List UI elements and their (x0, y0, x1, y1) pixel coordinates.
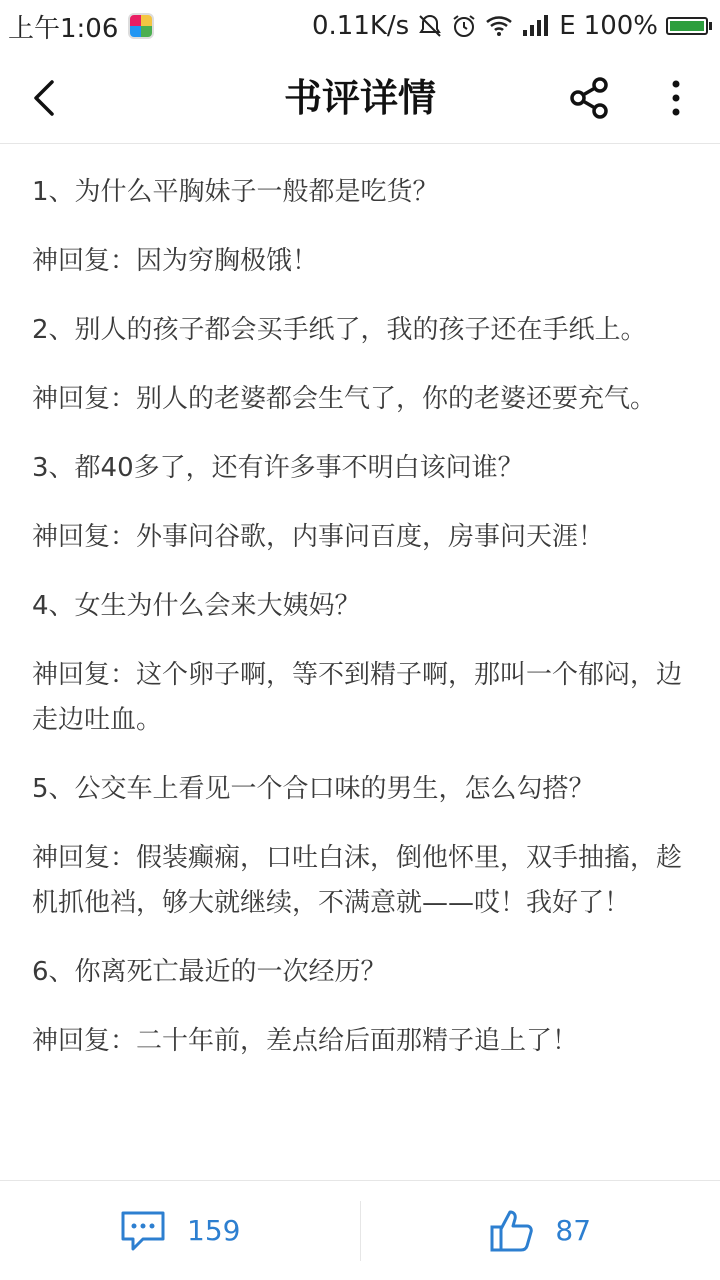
share-button[interactable] (566, 74, 614, 122)
review-paragraph: 神回复：二十年前，差点给后面那精子追上了！ (32, 1026, 579, 1056)
comment-icon (119, 1209, 167, 1253)
review-paragraph: 神回复：外事问谷歌，内事问百度，房事问天涯！ (32, 522, 605, 552)
share-icon (566, 74, 614, 122)
alarm-icon (451, 13, 477, 39)
status-time: 上午1:06 (8, 13, 119, 44)
battery-icon (666, 17, 712, 35)
back-arrow-icon (22, 74, 70, 122)
review-paragraph: 神回复：因为穷胸极饿！ (32, 246, 319, 276)
bottom-action-bar (0, 1180, 720, 1280)
back-button[interactable] (22, 74, 70, 122)
review-paragraph: 神回复：假装癫痫，口吐白沫，倒他怀里，双手抽搐，趁机抓他裆，够大就继续，不满意就——哎！我好了！ (32, 843, 683, 918)
mute-bell-icon (417, 13, 443, 39)
like-count: 87 (555, 1214, 592, 1247)
comment-button[interactable] (0, 1181, 360, 1280)
status-bar (0, 0, 720, 52)
more-options-button[interactable] (654, 74, 698, 122)
review-content[interactable] (0, 144, 720, 1180)
network-speed: 0.11K/s (311, 11, 410, 41)
review-paragraph: 2、别人的孩子都会买手纸了，我的孩子还在手纸上。 (32, 315, 647, 345)
network-type: E (559, 11, 576, 41)
wifi-icon (485, 14, 513, 38)
nav-bar (0, 52, 720, 144)
review-paragraph: 神回复：别人的老婆都会生气了，你的老婆还要充气。 (32, 384, 657, 414)
battery-percent: 100% (583, 11, 658, 41)
signal-icon (521, 14, 551, 38)
page-title: 书评详情 (283, 75, 436, 120)
review-paragraph: 1、为什么平胸妹子一般都是吃货？ (32, 177, 439, 207)
thumbs-up-icon (489, 1208, 535, 1254)
review-paragraph: 6、你离死亡最近的一次经历？ (32, 957, 387, 987)
review-paragraph: 5、公交车上看见一个合口味的男生，怎么勾搭？ (32, 774, 595, 804)
review-paragraph: 3、都40多了，还有许多事不明白该问谁？ (32, 453, 524, 483)
app-notification-icon (128, 13, 154, 39)
review-paragraph: 4、女生为什么会来大姨妈？ (32, 591, 361, 621)
comment-count: 159 (187, 1214, 241, 1247)
review-paragraph: 神回复：这个卵子啊，等不到精子啊，那叫一个郁闷，边走边吐血。 (32, 660, 683, 735)
more-vertical-icon (654, 74, 698, 122)
like-button[interactable] (361, 1181, 720, 1280)
